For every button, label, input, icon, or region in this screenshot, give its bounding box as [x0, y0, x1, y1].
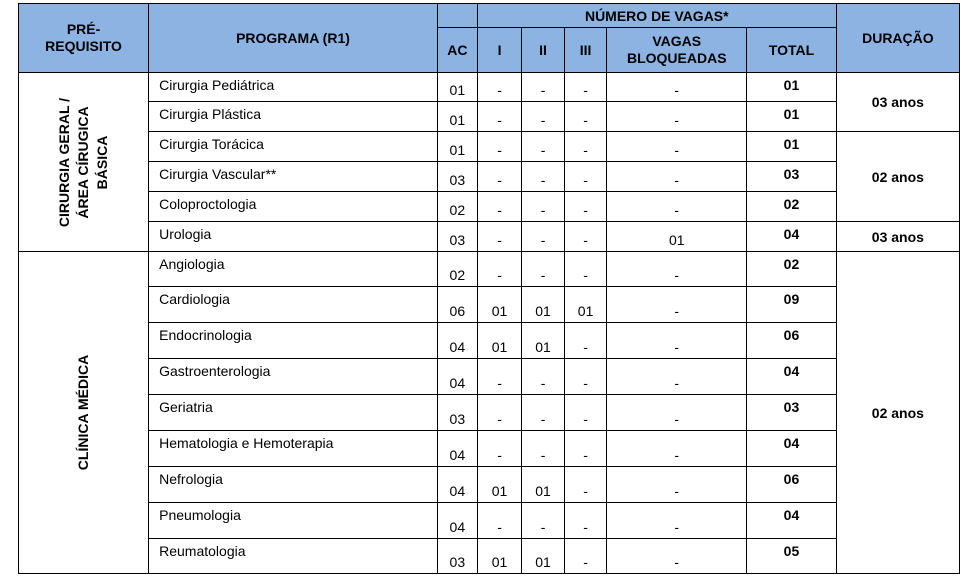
cell-ac: 02	[437, 192, 477, 222]
cell-iii: -	[564, 252, 607, 287]
cell-iii: -	[564, 102, 607, 132]
table-row	[19, 395, 960, 431]
cell-blocked: -	[607, 467, 747, 503]
prerequisite-label: CIRURGIA GERAL / ÁREA CÍRUGICA BÁSICA	[56, 97, 111, 227]
cell-i: -	[477, 192, 521, 222]
cell-blocked: -	[607, 287, 747, 323]
prerequisite-cell	[19, 252, 149, 574]
vacancy-table	[18, 3, 960, 574]
table-row	[19, 287, 960, 323]
program-name: Hematologia e Hemoterapia	[149, 431, 438, 467]
cell-total: 01	[747, 73, 837, 102]
cell-blocked: -	[607, 323, 747, 359]
table-body	[19, 73, 960, 574]
header-ii: II	[522, 28, 565, 73]
cell-iii: -	[564, 539, 607, 574]
cell-blocked: -	[607, 395, 747, 431]
cell-iii: -	[564, 431, 607, 467]
vacancy-table-container	[18, 3, 960, 574]
table-row	[19, 102, 960, 132]
cell-total: 09	[747, 287, 837, 323]
cell-blocked: -	[607, 252, 747, 287]
cell-i: -	[477, 73, 521, 102]
cell-total: 04	[747, 503, 837, 539]
duration-cell: 03 anos	[836, 222, 959, 252]
cell-ii: -	[522, 222, 565, 252]
cell-total: 06	[747, 467, 837, 503]
cell-ii: 01	[522, 539, 565, 574]
header-program: PROGRAMA (R1)	[149, 4, 438, 73]
header-ac: AC	[437, 28, 477, 73]
cell-ac: 04	[437, 323, 477, 359]
cell-ii: 01	[522, 287, 565, 323]
cell-blocked: -	[607, 73, 747, 102]
cell-total: 02	[747, 252, 837, 287]
cell-iii: -	[564, 192, 607, 222]
cell-ac: 04	[437, 431, 477, 467]
cell-i: -	[477, 359, 521, 395]
cell-iii: -	[564, 323, 607, 359]
table-row	[19, 467, 960, 503]
cell-blocked: 01	[607, 222, 747, 252]
cell-iii: -	[564, 467, 607, 503]
cell-ac: 03	[437, 222, 477, 252]
program-name: Pneumologia	[149, 503, 438, 539]
duration-cell: 02 anos	[836, 252, 959, 574]
cell-ac: 04	[437, 467, 477, 503]
cell-total: 03	[747, 395, 837, 431]
program-name: Urologia	[149, 222, 438, 252]
cell-ii: -	[522, 102, 565, 132]
program-name: Endocrinologia	[149, 323, 438, 359]
cell-ac: 06	[437, 287, 477, 323]
program-name: Gastroenterologia	[149, 359, 438, 395]
table-row	[19, 539, 960, 574]
cell-i: -	[477, 222, 521, 252]
table-row	[19, 162, 960, 192]
cell-i: 01	[477, 467, 521, 503]
prerequisite-cell	[19, 73, 149, 252]
program-name: Cirurgia Pediátrica	[149, 73, 438, 102]
table-row	[19, 431, 960, 467]
prerequisite-label: CLÍNICA MÉDICA	[75, 354, 92, 471]
cell-blocked: -	[607, 162, 747, 192]
program-name: Cirurgia Vascular**	[149, 162, 438, 192]
cell-ii: -	[522, 503, 565, 539]
table-row	[19, 222, 960, 252]
program-name: Nefrologia	[149, 467, 438, 503]
cell-i: -	[477, 252, 521, 287]
cell-total: 03	[747, 162, 837, 192]
cell-ii: -	[522, 395, 565, 431]
program-name: Cardiologia	[149, 287, 438, 323]
duration-cell: 02 anos	[836, 132, 959, 222]
cell-ii: -	[522, 359, 565, 395]
cell-iii: -	[564, 222, 607, 252]
cell-ii: -	[522, 252, 565, 287]
cell-ii: -	[522, 132, 565, 162]
cell-blocked: -	[607, 503, 747, 539]
cell-blocked: -	[607, 102, 747, 132]
cell-i: 01	[477, 287, 521, 323]
header-i: I	[477, 28, 521, 73]
cell-total: 01	[747, 102, 837, 132]
program-name: Coloproctologia	[149, 192, 438, 222]
cell-iii: 01	[564, 287, 607, 323]
table-row	[19, 73, 960, 102]
header-blank	[437, 4, 477, 28]
cell-blocked: -	[607, 539, 747, 574]
table-row	[19, 323, 960, 359]
cell-iii: -	[564, 132, 607, 162]
program-name: Angiologia	[149, 252, 438, 287]
program-name: Cirurgia Plástica	[149, 102, 438, 132]
table-row	[19, 192, 960, 222]
cell-ac: 04	[437, 503, 477, 539]
cell-blocked: -	[607, 431, 747, 467]
cell-ii: -	[522, 431, 565, 467]
cell-ii: 01	[522, 467, 565, 503]
table-row	[19, 503, 960, 539]
header-prerequisite: PRÉ- REQUISITO	[19, 4, 149, 73]
cell-ac: 01	[437, 132, 477, 162]
cell-iii: -	[564, 359, 607, 395]
cell-i: 01	[477, 323, 521, 359]
cell-i: -	[477, 132, 521, 162]
cell-blocked: -	[607, 192, 747, 222]
cell-i: -	[477, 503, 521, 539]
cell-ac: 03	[437, 395, 477, 431]
cell-total: 06	[747, 323, 837, 359]
program-name: Reumatologia	[149, 539, 438, 574]
cell-ac: 01	[437, 73, 477, 102]
header-vacancies-group: NÚMERO DE VAGAS*	[477, 4, 836, 28]
program-name: Geriatria	[149, 395, 438, 431]
cell-ac: 02	[437, 252, 477, 287]
header-iii: III	[564, 28, 607, 73]
cell-i: -	[477, 395, 521, 431]
table-row	[19, 359, 960, 395]
cell-ii: -	[522, 162, 565, 192]
cell-i: -	[477, 102, 521, 132]
table-row	[19, 132, 960, 162]
cell-ac: 04	[437, 359, 477, 395]
duration-cell: 03 anos	[836, 73, 959, 132]
header-blocked: VAGAS BLOQUEADAS	[607, 28, 747, 73]
cell-total: 02	[747, 192, 837, 222]
cell-ac: 01	[437, 102, 477, 132]
program-name: Cirurgia Torácica	[149, 132, 438, 162]
cell-iii: -	[564, 395, 607, 431]
cell-blocked: -	[607, 359, 747, 395]
cell-total: 05	[747, 539, 837, 574]
table-row	[19, 252, 960, 287]
cell-iii: -	[564, 162, 607, 192]
cell-ii: -	[522, 192, 565, 222]
cell-ii: -	[522, 73, 565, 102]
cell-ac: 03	[437, 539, 477, 574]
header-duration: DURAÇÃO	[836, 4, 959, 73]
cell-total: 04	[747, 359, 837, 395]
cell-ac: 03	[437, 162, 477, 192]
cell-i: 01	[477, 539, 521, 574]
cell-i: -	[477, 162, 521, 192]
cell-blocked: -	[607, 132, 747, 162]
cell-iii: -	[564, 503, 607, 539]
cell-total: 04	[747, 222, 837, 252]
cell-iii: -	[564, 73, 607, 102]
cell-total: 01	[747, 132, 837, 162]
cell-i: -	[477, 431, 521, 467]
header-total: TOTAL	[747, 28, 837, 73]
cell-total: 04	[747, 431, 837, 467]
cell-ii: 01	[522, 323, 565, 359]
